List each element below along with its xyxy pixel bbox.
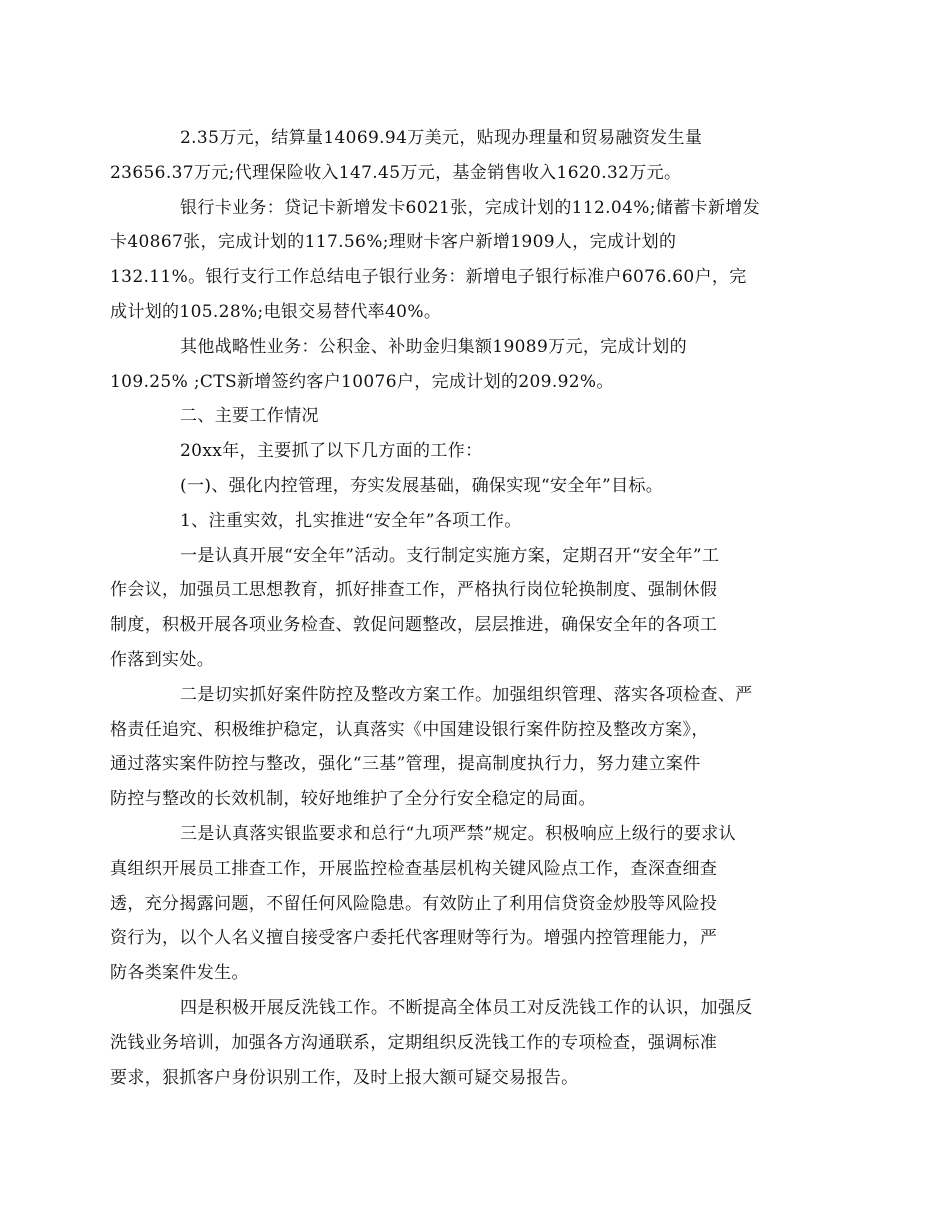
paragraph-anti-money-laundering: [110, 991, 809, 1095]
text-line: 三是认真落实银监要求和总行“九项严禁”规定。积极响应上级行的要求认: [180, 823, 736, 844]
section-heading-main-work: [145, 399, 809, 434]
subheading-safety-year: [145, 504, 809, 539]
subheading-internal-control: [145, 469, 809, 504]
text-line: 要求，狠抓客户身份识别工作，及时上报大额可疑交易报告。: [110, 1067, 579, 1088]
text-line: 卡40867张，完成计划的117.56%;理财卡客户新增1909人，完成计划的: [110, 232, 677, 253]
document-body: [110, 121, 809, 1095]
text-line: 资行为，以个人名义擅自接受客户委托代客理财等行为。增强内控管理能力，严: [110, 928, 718, 949]
text-line: 109.25% ;CTS新增签约客户10076户，完成计划的209.92%。: [110, 371, 614, 392]
paragraph-safety-year-activity: [110, 539, 809, 678]
paragraph-business-settlement: [110, 121, 809, 191]
text-line: 真组织开展员工排查工作，开展监控检查基层机构关键风险点工作，查深查细查: [110, 858, 718, 879]
text-line: 作会议，加强员工思想教育，抓好排查工作，严格执行岗位轮换制度、强制休假: [110, 580, 718, 601]
text-line: 一是认真开展“安全年”活动。支行制定实施方案，定期召开“安全年”工: [180, 545, 720, 566]
text-line: 通过落实案件防控与整改，强化“三基”管理，提高制度执行力，努力建立案件: [110, 754, 701, 775]
text-line: (一)、强化内控管理，夯实发展基础，确保实现“安全年”目标。: [180, 475, 664, 496]
text-line: 其他战略性业务：公积金、补助金归集额19089万元，完成计划的: [180, 336, 687, 357]
text-line: 23656.37万元;代理保险收入147.45万元，基金销售收入1620.32万元。: [110, 162, 682, 183]
paragraph-regulatory-requirements: [110, 817, 809, 991]
text-line: 防控与整改的长效机制，较好地维护了全分行安全稳定的局面。: [110, 789, 596, 810]
text-line: 银行卡业务：贷记卡新增发卡6021张，完成计划的112.04%;储蓄卡新增发: [180, 197, 760, 218]
text-line: 洗钱业务培训，加强各方沟通联系，定期组织反洗钱工作的专项检查，强调标准: [110, 1032, 718, 1053]
text-line: 二、主要工作情况: [180, 406, 319, 427]
paragraph-case-prevention: [110, 678, 809, 817]
text-line: 防各类案件发生。: [110, 963, 249, 984]
text-line: 2.35万元，结算量14069.94万美元，贴现办理量和贸易融资发生量: [180, 128, 703, 148]
paragraph-bank-card-business: [110, 191, 809, 330]
text-line: 成计划的105.28%;电银交易替代率40%。: [110, 301, 442, 322]
paragraph-strategic-business: [110, 330, 809, 400]
text-line: 透，充分揭露问题，不留任何风险隐患。有效防止了利用信贷资金炒股等风险投: [110, 893, 718, 914]
text-line: 格责任追究、积极维护稳定，认真落实《中国建设银行案件防控及整改方案》，: [110, 719, 709, 740]
text-line: 作落到实处。: [110, 649, 215, 670]
text-line: 二是切实抓好案件防控及整改方案工作。加强组织管理、落实各项检查、严: [180, 684, 753, 705]
paragraph-work-intro: [145, 434, 809, 469]
text-line: 四是积极开展反洗钱工作。不断提高全体员工对反洗钱工作的认识，加强反: [180, 997, 753, 1018]
text-line: 20xx年，主要抓了以下几方面的工作：: [180, 441, 483, 462]
text-line: 1、注重实效，扎实推进“安全年”各项工作。: [180, 510, 522, 531]
text-line: 制度，积极开展各项业务检查、敦促问题整改，层层推进，确保安全年的各项工: [110, 615, 718, 636]
text-line: 132.11%。银行支行工作总结电子银行业务：新增电子银行标准户6076.60户，完: [110, 267, 747, 288]
